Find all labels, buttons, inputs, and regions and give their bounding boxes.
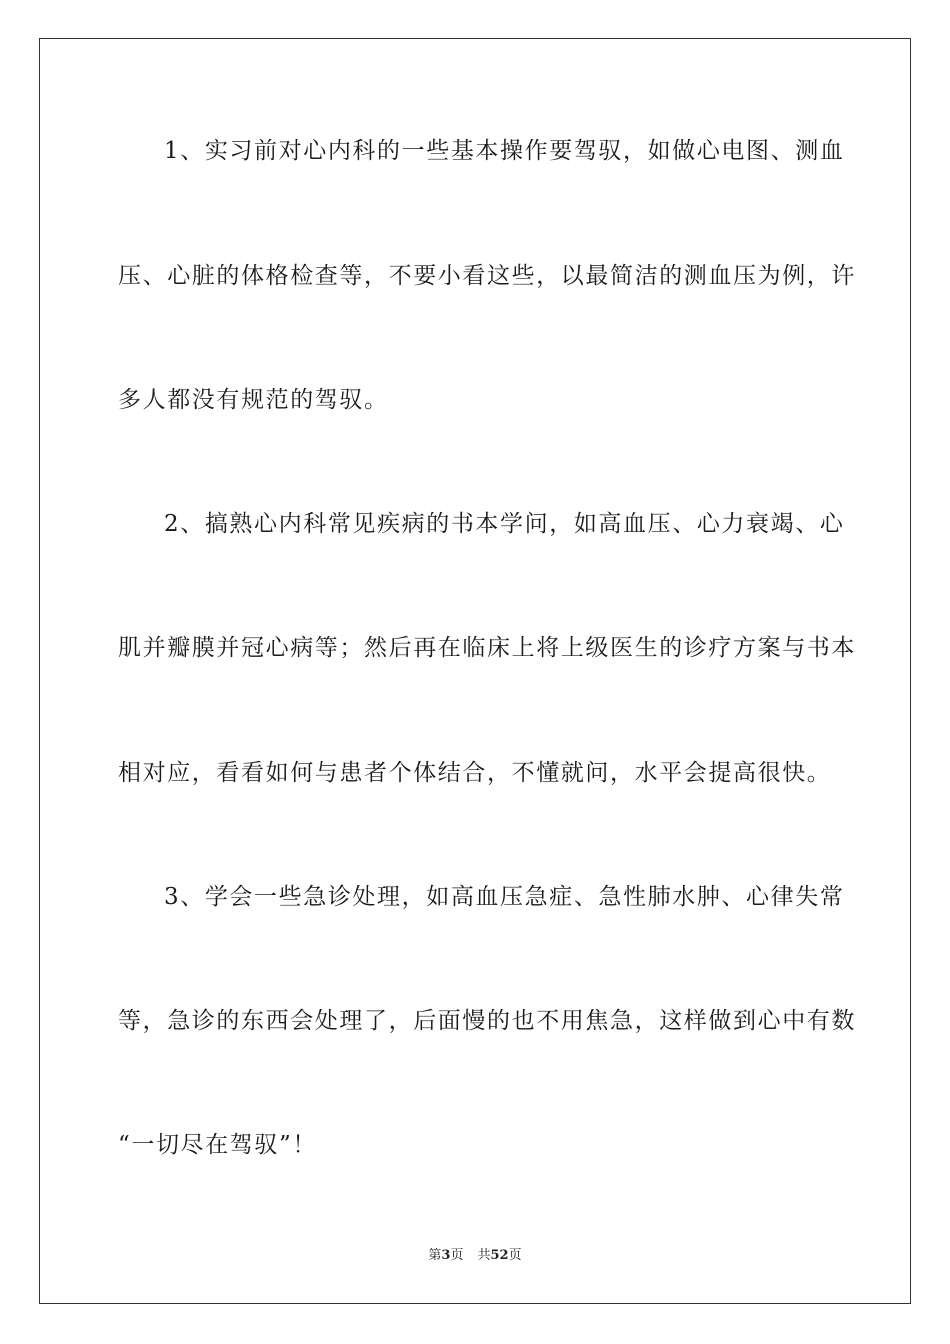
paragraph-line: 压、心脏的体格检查等，不要小看这些，以最简洁的测血压为例，许 <box>118 263 856 289</box>
paragraph-line: “一切尽在驾驭”！ <box>118 1132 317 1158</box>
paragraph-line: 3、学会一些急诊处理，如高血压急症、急性肺水肿、心律失常 <box>164 884 845 910</box>
paragraph-line: 相对应，看看如何与患者个体结合，不懂就问，水平会提高很快。 <box>118 760 832 786</box>
page-border <box>39 38 911 1304</box>
paragraph-line: 1、实习前对心内科的一些基本操作要驾驭，如做心电图、测血 <box>164 138 845 164</box>
total-pages: 52 <box>490 1248 509 1263</box>
paragraph-line: 2、搞熟心内科常见疾病的书本学问，如高血压、心力衰竭、心 <box>164 511 845 537</box>
total-suffix: 页 <box>508 1248 522 1263</box>
page-suffix: 页 <box>450 1248 464 1263</box>
page-number: 3 <box>441 1248 451 1263</box>
paragraph-line: 肌并瓣膜并冠心病等；然后再在临床上将上级医生的诊疗方案与书本 <box>118 635 856 661</box>
paragraph-line: 多人都没有规范的驾驭。 <box>118 387 389 413</box>
page-footer <box>0 1247 950 1265</box>
paragraph-line: 等，急诊的东西会处理了，后面慢的也不用焦急，这样做到心中有数 <box>118 1008 856 1034</box>
total-prefix: 共 <box>477 1248 491 1263</box>
page-prefix: 第 <box>428 1248 442 1263</box>
